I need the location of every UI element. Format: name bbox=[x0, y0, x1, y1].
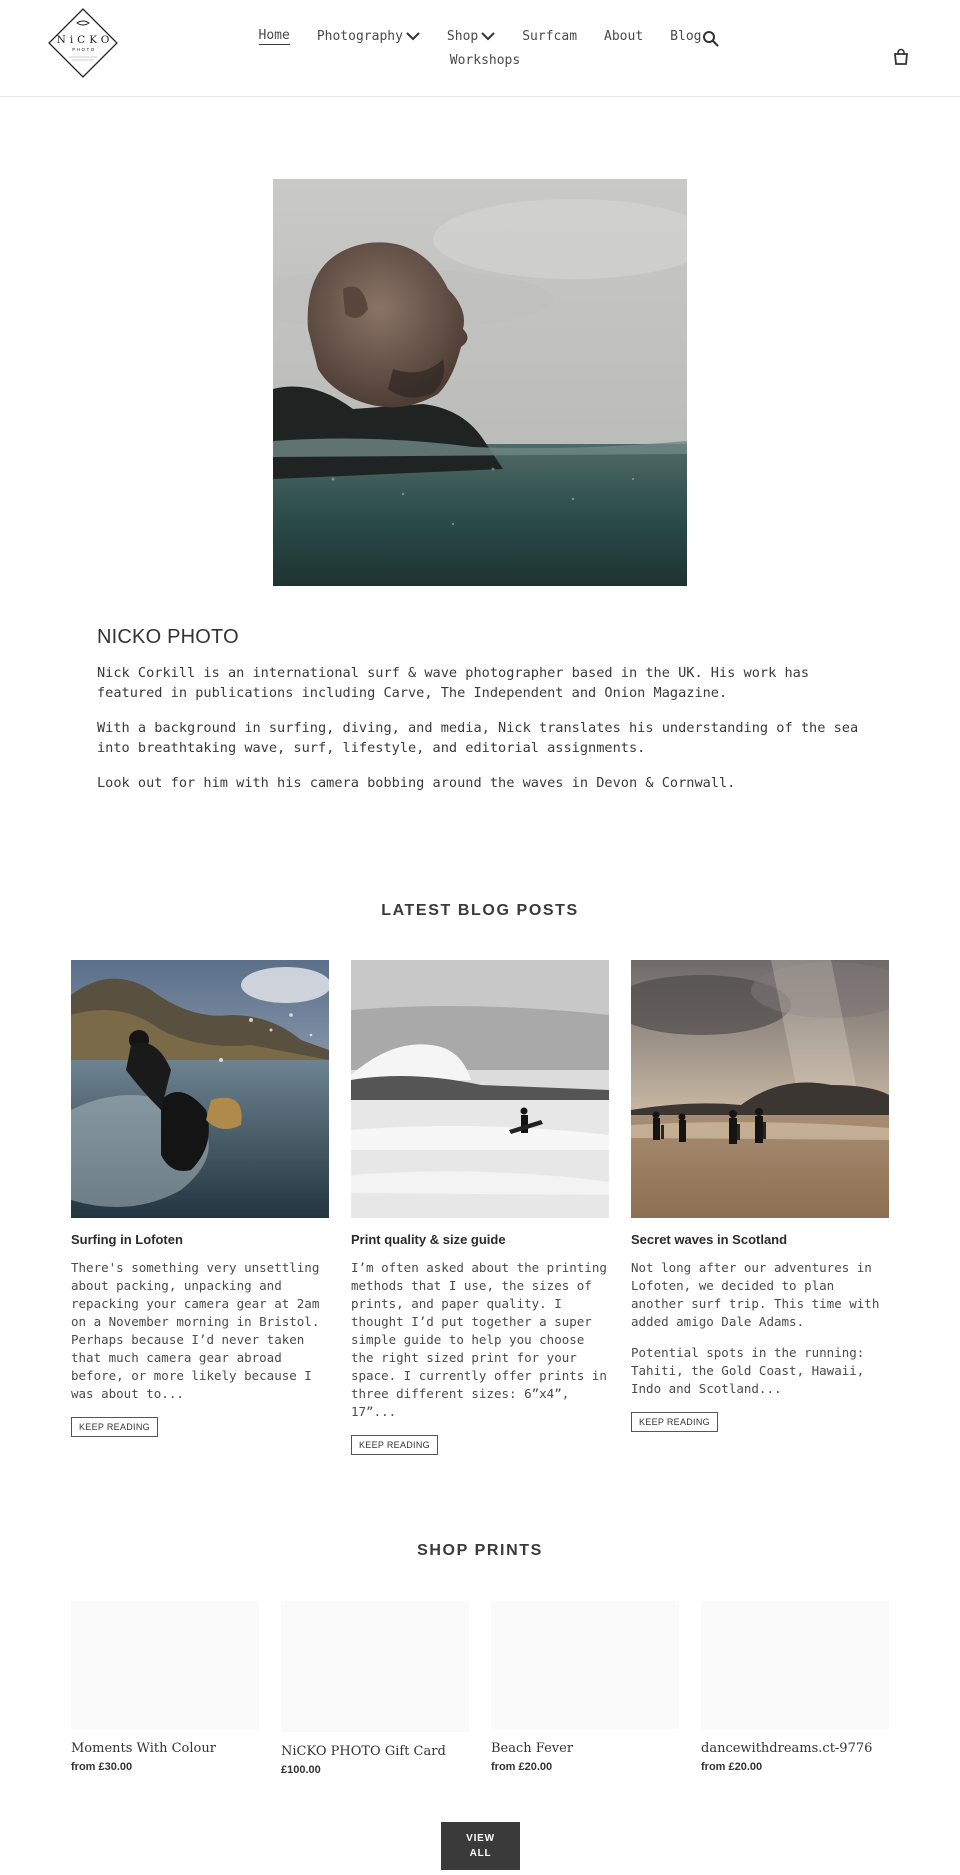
nav-workshops[interactable]: Workshops bbox=[449, 52, 521, 68]
site-header bbox=[0, 0, 960, 97]
product-card[interactable] bbox=[281, 1601, 469, 1776]
logo-text: NiCKO bbox=[56, 34, 114, 46]
chevron-down-icon bbox=[481, 31, 495, 41]
blog-post-title[interactable]: Surfing in Lofoten bbox=[71, 1232, 183, 1247]
product-price: £100.00 bbox=[281, 1764, 321, 1776]
about-title: NICKO PHOTO bbox=[97, 626, 239, 648]
blog-post-title[interactable]: Secret waves in Scotland bbox=[631, 1232, 788, 1247]
search-icon bbox=[702, 30, 720, 48]
product-image-placeholder[interactable] bbox=[71, 1601, 259, 1729]
view-all-button[interactable]: VIEW ALL bbox=[441, 1822, 520, 1870]
about-paragraph: Look out for him with his camera bobbing around the waves in Devon & Cornwall. bbox=[97, 775, 736, 791]
product-image-placeholder[interactable] bbox=[281, 1601, 469, 1732]
blog-card bbox=[71, 960, 329, 1437]
nav-home[interactable]: Home bbox=[258, 27, 290, 43]
cart-button[interactable] bbox=[892, 48, 910, 66]
site-logo[interactable] bbox=[43, 3, 123, 83]
blog-post-excerpt: I’m often asked about the printing methods that I use, the sizes of prints, and paper quality. I thought I’d put together a super simple guide to help you choose the right sized print for your space. I currently offer prints in three different sizes: 6”x4”, 17”... bbox=[351, 1260, 607, 1419]
product-name[interactable]: Moments With Colour bbox=[71, 1741, 216, 1756]
product-card[interactable] bbox=[491, 1601, 679, 1773]
nav-about[interactable]: About bbox=[604, 28, 644, 44]
main-nav bbox=[255, 24, 705, 72]
blog-post-title[interactable]: Print quality & size guide bbox=[351, 1232, 506, 1247]
chevron-down-icon bbox=[406, 31, 420, 41]
product-name[interactable]: dancewithdreams.ct-9776 bbox=[701, 1741, 873, 1756]
blog-image-secret-waves-scotland[interactable] bbox=[631, 960, 889, 1218]
product-name[interactable]: NiCKO PHOTO Gift Card bbox=[281, 1744, 446, 1759]
blog-post-excerpt: There's something very unsettling about packing, unpacking and repacking your camera gear at 2am on a November morning in Bristol. Perhaps because I’d never taken that much camera gear abroad before, or more likely because I was about to... bbox=[71, 1260, 320, 1401]
blog-section-title: LATEST BLOG POSTS bbox=[381, 902, 579, 919]
blog-post-excerpt: Not long after our adventures in Lofoten, we decided to plan another surf trip. This time with added amigo Dale Adams. Potential spots in the running: Tahiti, the Gold Coast, Hawaii, Indo and Scotland... bbox=[631, 1260, 880, 1396]
nav-shop[interactable]: Shop bbox=[447, 29, 495, 44]
product-name[interactable]: Beach Fever bbox=[491, 1741, 574, 1756]
cart-bag-icon bbox=[892, 48, 910, 66]
product-card[interactable] bbox=[71, 1601, 259, 1773]
search-button[interactable] bbox=[702, 30, 720, 48]
product-image-placeholder[interactable] bbox=[491, 1601, 679, 1729]
keep-reading-button[interactable]: KEEP READING bbox=[351, 1435, 438, 1455]
product-price: from £20.00 bbox=[701, 1761, 763, 1773]
blog-card bbox=[351, 960, 609, 1455]
hero-photo-surfer-portrait bbox=[273, 179, 687, 586]
nav-blog[interactable]: Blog bbox=[670, 28, 702, 44]
product-price: from £30.00 bbox=[71, 1761, 133, 1773]
about-section bbox=[97, 626, 877, 808]
product-card[interactable] bbox=[701, 1601, 889, 1773]
about-paragraph: Nick Corkill is an international surf & wave photographer based in the UK. His work has featured in publications including Carve, The Independent and Onion Magazine. bbox=[97, 665, 810, 701]
blog-card bbox=[631, 960, 889, 1432]
product-price: from £20.00 bbox=[491, 1761, 553, 1773]
keep-reading-button[interactable]: KEEP READING bbox=[71, 1417, 158, 1437]
blog-image-surfing-lofoten[interactable] bbox=[71, 960, 329, 1218]
blog-image-print-guide[interactable] bbox=[351, 960, 609, 1218]
nav-photography[interactable]: Photography bbox=[317, 29, 420, 44]
nav-surfcam[interactable]: Surfcam bbox=[522, 28, 578, 44]
about-paragraph: With a background in surfing, diving, and media, Nick translates his understanding of the sea into breathtaking wave, surf, lifestyle, and editorial assignments. bbox=[97, 720, 859, 756]
keep-reading-button[interactable]: KEEP READING bbox=[631, 1412, 718, 1432]
logo-subtext: PHOTO bbox=[72, 47, 96, 52]
product-image-placeholder[interactable] bbox=[701, 1601, 889, 1729]
shop-section-title: SHOP PRINTS bbox=[417, 1542, 543, 1559]
